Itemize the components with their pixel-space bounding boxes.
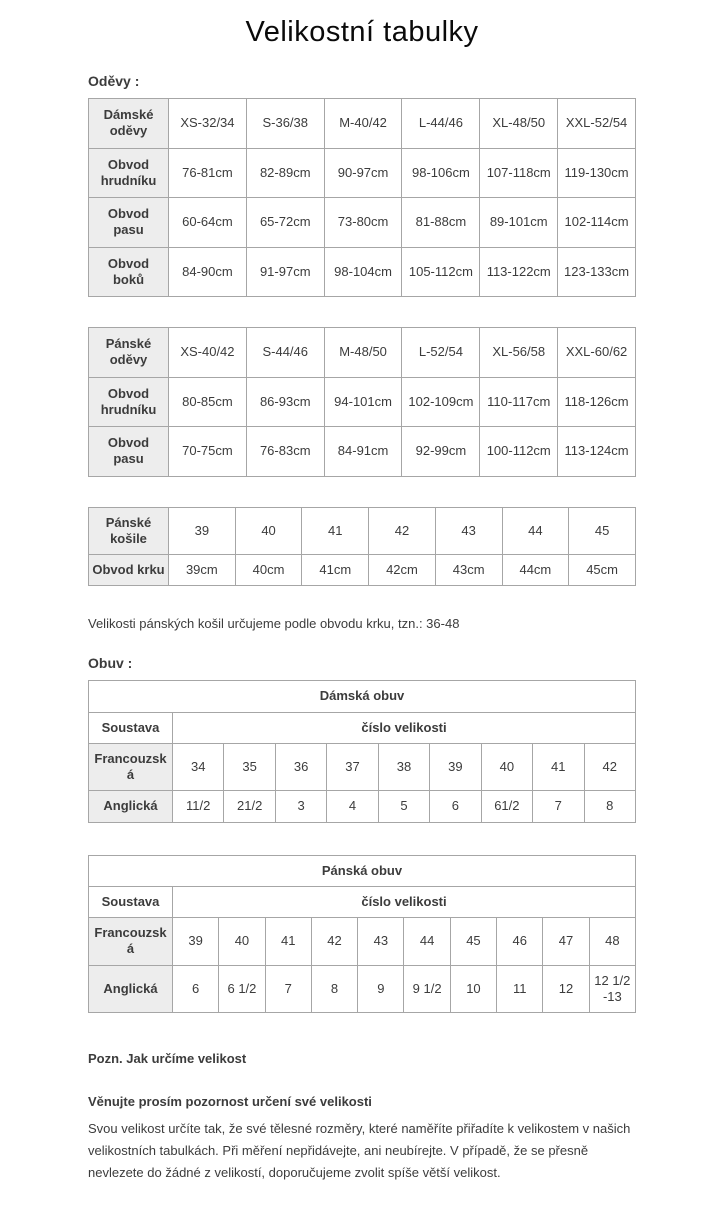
table-cell: L-44/46 (402, 99, 480, 149)
table-cell: M-48/50 (324, 328, 402, 378)
table-cell: 8 (584, 791, 636, 822)
table-cell: 43cm (435, 555, 502, 586)
table-cell: 11/2 (173, 791, 224, 822)
table-cell: 61/2 (481, 791, 532, 822)
table-row (89, 99, 636, 149)
table-cell: 102-114cm (558, 198, 636, 248)
page-content (88, 73, 636, 1208)
table-cell: 42 (311, 918, 357, 966)
table-cell: 113-124cm (558, 427, 636, 477)
table-row (89, 918, 636, 966)
table-row (89, 328, 636, 378)
table-cell: 98-104cm (324, 247, 402, 297)
table-cell: 76-81cm (169, 148, 247, 198)
table-cell: 47 (543, 918, 589, 966)
table-cell: 10 (450, 965, 496, 1013)
row-label: Obvod boků (89, 247, 169, 297)
table-cell: XL-56/58 (480, 328, 558, 378)
table-cell: 37 (327, 743, 378, 791)
table-cell: 118-126cm (558, 377, 636, 427)
table-cell: 12 1/2 -13 (589, 965, 635, 1013)
table-cell: 44cm (502, 555, 569, 586)
table-cell: 84-90cm (169, 247, 247, 297)
table-cell: 43 (435, 507, 502, 555)
size-tables-page (0, 16, 724, 1208)
table-cell: 4 (327, 791, 378, 822)
table-cell: 113-122cm (480, 247, 558, 297)
table-cell: 110-117cm (480, 377, 558, 427)
table-cell: 92-99cm (402, 427, 480, 477)
table-cell: 41cm (302, 555, 369, 586)
table-cell: 9 1/2 (404, 965, 450, 1013)
table-cell: 6 (430, 791, 481, 822)
table-cell: 41 (533, 743, 584, 791)
row-label: Pánské košile (89, 507, 169, 555)
table-cell: 43 (358, 918, 404, 966)
table-row (89, 555, 636, 586)
page-title: Velikostní tabulky (245, 16, 479, 48)
system-label: Soustava (89, 712, 173, 743)
table-cell: 90-97cm (324, 148, 402, 198)
table-row (89, 743, 636, 791)
table-title: Dámská obuv (89, 681, 636, 712)
table-cell: 6 1/2 (219, 965, 265, 1013)
row-label: Francouzská (89, 743, 173, 791)
table-cell: 39cm (169, 555, 236, 586)
men-shirts-table (88, 507, 636, 587)
table-cell: 41 (265, 918, 311, 966)
table-cell: 70-75cm (169, 427, 247, 477)
footer (88, 1051, 636, 1208)
table-cell: L-52/54 (402, 328, 480, 378)
table-cell: 119-130cm (558, 148, 636, 198)
table-cell: 44 (404, 918, 450, 966)
table-row (89, 427, 636, 477)
table-cell: XS-40/42 (169, 328, 247, 378)
table-cell: 40 (481, 743, 532, 791)
table-cell: 81-88cm (402, 198, 480, 248)
table-cell: 12 (543, 965, 589, 1013)
row-label: Obvod hrudníku (89, 377, 169, 427)
table-cell: 3 (275, 791, 326, 822)
table-cell: 94-101cm (324, 377, 402, 427)
table-cell: 39 (173, 918, 219, 966)
table-cell: S-36/38 (246, 99, 324, 149)
table-cell: 42 (584, 743, 636, 791)
section-heading-clothing: Oděvy : (88, 73, 140, 89)
table-cell: 11 (497, 965, 543, 1013)
table-title-row (89, 855, 636, 886)
table-cell: 38 (378, 743, 429, 791)
row-label: Obvod krku (89, 555, 169, 586)
system-row (89, 886, 636, 917)
row-label: Anglická (89, 965, 173, 1013)
size-number-label: číslo velikosti (173, 712, 636, 743)
men-shoes-table (88, 855, 636, 1014)
row-label: Obvod pasu (89, 198, 169, 248)
table-title-row (89, 681, 636, 712)
table-cell: 40cm (235, 555, 302, 586)
table-cell: 40 (219, 918, 265, 966)
table-cell: 100-112cm (480, 427, 558, 477)
row-label: Dámské oděvy (89, 99, 169, 149)
table-cell: 42 (369, 507, 436, 555)
footer-paragraph: Svou velikost určíte tak, že své tělesné rozměry, které naměříte přiřadíte k velikostem v našich velikostních tabulkách. Při měření nepřidávejte, ani neubírejte. V případě, že se přesně nevlezete do žádné z velikostí, doporučujeme zvolit spíše větší velikost. (88, 1121, 631, 1181)
table-title: Pánská obuv (89, 855, 636, 886)
table-row (89, 148, 636, 198)
row-label: Pánské oděvy (89, 328, 169, 378)
table-cell: XXL-60/62 (558, 328, 636, 378)
table-cell: XXL-52/54 (558, 99, 636, 149)
table-cell: 45 (569, 507, 636, 555)
table-cell: 82-89cm (246, 148, 324, 198)
table-cell: 36 (275, 743, 326, 791)
footer-note-heading: Pozn. Jak určíme velikost (88, 1051, 247, 1066)
women-clothing-table (88, 98, 636, 297)
shirts-note: Velikosti pánských košil určujeme podle obvodu krku, tzn.: 36-48 (88, 616, 460, 632)
table-cell: 42cm (369, 555, 436, 586)
table-cell: 91-97cm (246, 247, 324, 297)
table-cell: 123-133cm (558, 247, 636, 297)
table-cell: 86-93cm (246, 377, 324, 427)
row-label: Obvod pasu (89, 427, 169, 477)
row-label: Anglická (89, 791, 173, 822)
table-cell: M-40/42 (324, 99, 402, 149)
table-row (89, 791, 636, 822)
table-row (89, 247, 636, 297)
table-cell: 80-85cm (169, 377, 247, 427)
table-cell: 34 (173, 743, 224, 791)
size-number-label: číslo velikosti (173, 886, 636, 917)
table-cell: 40 (235, 507, 302, 555)
table-cell: 8 (311, 965, 357, 1013)
table-cell: 76-83cm (246, 427, 324, 477)
table-cell: 6 (173, 965, 219, 1013)
table-cell: 44 (502, 507, 569, 555)
table-cell: S-44/46 (246, 328, 324, 378)
table-cell: 45cm (569, 555, 636, 586)
table-row (89, 198, 636, 248)
table-cell: 65-72cm (246, 198, 324, 248)
table-cell: 84-91cm (324, 427, 402, 477)
table-cell: XS-32/34 (169, 99, 247, 149)
table-cell: 9 (358, 965, 404, 1013)
table-cell: 102-109cm (402, 377, 480, 427)
table-cell: 39 (169, 507, 236, 555)
table-cell: 41 (302, 507, 369, 555)
table-cell: 21/2 (224, 791, 275, 822)
table-cell: 107-118cm (480, 148, 558, 198)
system-label: Soustava (89, 886, 173, 917)
table-row (89, 377, 636, 427)
women-shoes-table (88, 680, 636, 822)
table-row (89, 965, 636, 1013)
row-label: Francouzská (89, 918, 173, 966)
table-cell: XL-48/50 (480, 99, 558, 149)
system-row (89, 712, 636, 743)
table-cell: 46 (497, 918, 543, 966)
table-cell: 5 (378, 791, 429, 822)
table-cell: 48 (589, 918, 635, 966)
table-cell: 89-101cm (480, 198, 558, 248)
table-cell: 98-106cm (402, 148, 480, 198)
table-cell: 39 (430, 743, 481, 791)
table-cell: 35 (224, 743, 275, 791)
row-label: Obvod hrudníku (89, 148, 169, 198)
table-cell: 105-112cm (402, 247, 480, 297)
table-cell: 73-80cm (324, 198, 402, 248)
table-cell: 60-64cm (169, 198, 247, 248)
table-row (89, 507, 636, 555)
footer-subheading: Věnujte prosím pozornost určení své velikosti (88, 1094, 372, 1109)
table-cell: 45 (450, 918, 496, 966)
table-cell: 7 (533, 791, 584, 822)
men-clothing-table (88, 327, 636, 477)
table-cell: 7 (265, 965, 311, 1013)
section-heading-shoes: Obuv : (88, 655, 133, 672)
